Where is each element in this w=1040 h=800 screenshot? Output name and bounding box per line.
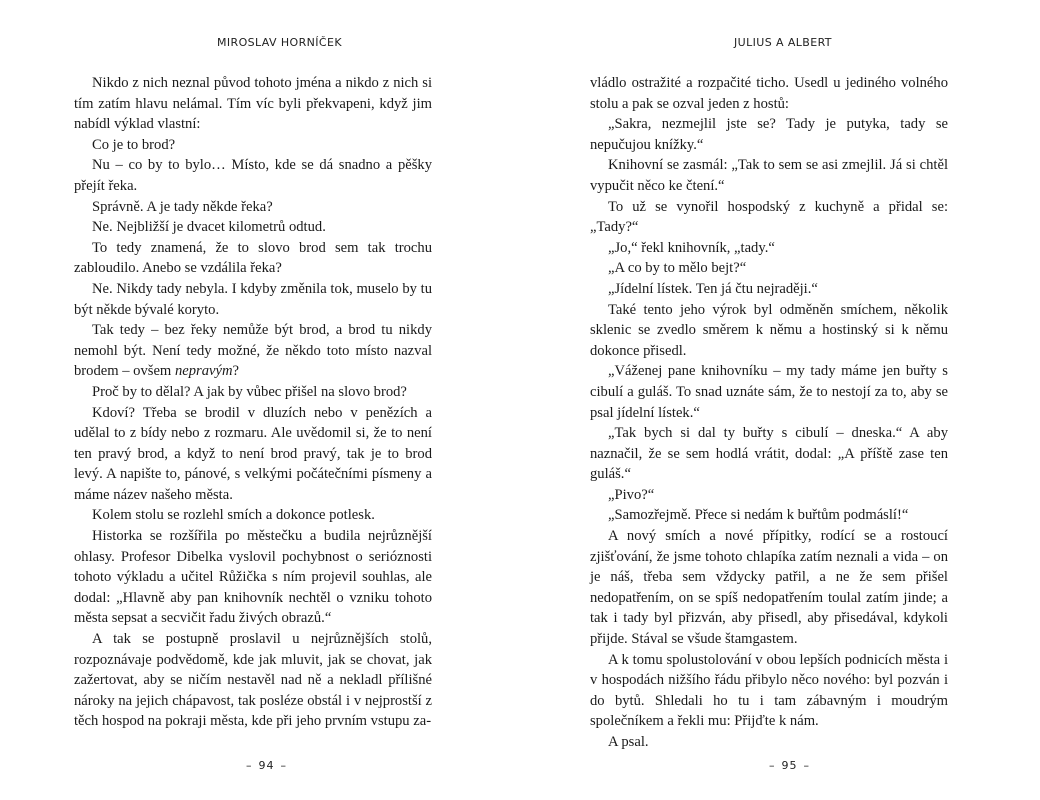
paragraph: To už se vynořil hospodský z kuchyně a přidal se: „Tady?“ (590, 198, 948, 236)
paragraph: Nu – co by to bylo… Místo, kde se dá snadno a pěšky přejít řeka. (74, 157, 432, 194)
paragraph: Historka se rozšířila po městečku a budila nejrůznější ohlasy. Profesor Dibelka vyslovil pochybnost o serióznosti tohoto výkladu a učitel Růžička s ním projevil souhlas, ale dodal: „Hlavně aby pan knihovník nechtěl o vzniku tohoto města sepsat a secvičit řadu živých obrazů.“ (74, 528, 432, 627)
paragraph: Knihovní se zasmál: „Tak to sem se asi zmejlil. Já si chtěl vypučit něco ke čtení.“ (590, 157, 948, 194)
page-number-left (240, 759, 293, 772)
running-head-title: JULIUS A ALBERT (734, 36, 832, 49)
paragraph: Kdoví? Třeba se brodil v dluzích nebo v penězích a udělal to z bídy nebo z rozmaru. Ale uvědomil si, že to není ten pravý brod, a když to není brod pravý, tak je to brod levý. A napište to, pánové, s velkými počátečními písmeny a máme název našeho města. (74, 404, 432, 503)
paragraph: „Samozřejmě. Přece si nedám k buřtům podmáslí!“ (608, 507, 909, 524)
paragraph: „Tak bych si dal ty buřty s cibulí – dneska.“ A aby naznačil, že se sem hodlá vrátit, dodal: „A příště zase ten guláš.“ (590, 425, 948, 483)
folio-dash: – (803, 759, 810, 772)
paragraph: „A co by to mělo bejt?“ (608, 260, 747, 277)
paragraph: Co je to brod? (92, 136, 176, 153)
paragraph: A psal. (608, 734, 649, 750)
paragraph: „Váženej pane knihovníku – my tady máme jen buřty s cibulí a guláš. To snad uznáte sám, že to nestojí za to, aby se psal jídelní lístek.“ (590, 363, 948, 421)
paragraph: A k tomu spolustolování v obou lepších podnicích města i v hospodách nižšího řádu přibylo něco nového: byl pozván i do bytů. Shledali ho tu i tam zábavným i moudrým společníkem a řekli mu: Přijďte k nám. (590, 651, 948, 730)
paragraph: A nový smích a nové přípitky, rodící se a rostoucí zjišťování, že jsme tohoto chlapíka zatím neznali a vida – on je náš, třeba sem vždycky patřil, a ne že sem přišel nedopatřením, on se spíš nedopatřením toulal zatím jinde; a tak i tady byl přizván, aby přisedl, aby přisedával, kdykoli přijde. Stával se všude štamgastem. (590, 528, 948, 648)
paragraph: Kolem stolu se rozlehl smích a dokonce potlesk. (92, 507, 375, 524)
paragraph: A tak se postupně proslavil u nejrůznějších stolů, rozpoznávaje podvědomě, kde jak mluvit, jak se chovat, jak zažertovat, aby se ničím nestavěl nad ně a nekladl přílišné nároky na jejich chápavost, tak posléze obstál i v nejprostší z těch hospod na pokraji města, kde při jeho prvním vstupu za- (74, 631, 432, 730)
paragraph: Ne. Nejbližší je dvacet kilometrů odtud. (92, 219, 326, 236)
paragraph: Ne. Nikdy tady nebyla. I kdyby změnila tok, muselo by tu být někde bývalé koryto. (74, 280, 432, 318)
paragraph (74, 320, 432, 382)
paragraph: „Jídelní lístek. Ten já čtu nejraději.“ (608, 280, 818, 297)
left-page-body (74, 73, 432, 732)
page-number-right (763, 759, 816, 772)
folio-dash: – (246, 759, 253, 772)
paragraph: Nikdo z nich neznal původ tohoto jména a nikdo z nich si tím zatím hlavu nelámal. Tím víc byli překvapeni, když jim nabídl výklad vlastní: (74, 75, 432, 133)
paragraph: Také tento jeho výrok byl odměněn smíchem, několik sklenic se zvedlo směrem k němu a hostinský si k němu dokonce přisedl. (590, 301, 948, 359)
paragraph: Správně. A je tady někde řeka? (92, 198, 273, 215)
folio-dash: – (769, 759, 776, 772)
paragraph: „Pivo?“ (608, 486, 655, 503)
right-page (520, 0, 1040, 800)
paragraph: „Sakra, nezmejlil jste se? Tady je putyka, tady se nepučujou knížky.“ (590, 116, 948, 153)
folio-number: 95 (781, 759, 798, 772)
emphasis-text: nepravým (174, 363, 233, 380)
paragraph-text: Tak tedy – bez řeky nemůže být brod, a brod tu nikdy nemohl být. Není tedy možné, že někdo toto místo nazval brodem – ovšem (74, 322, 432, 380)
right-page-body (590, 73, 948, 753)
paragraph: „Jo,“ řekl knihovník, „tady.“ (608, 239, 775, 256)
paragraph-text: ? (232, 363, 239, 380)
paragraph: Proč by to dělal? A jak by vůbec přišel na slovo brod? (92, 383, 407, 400)
paragraph: To tedy znamená, že to slovo brod sem tak trochu zabloudilo. Anebo se vzdálila řeka? (74, 239, 432, 277)
folio-dash: – (280, 759, 287, 772)
running-head-author: MIROSLAV HORNÍČEK (217, 36, 342, 49)
folio-number: 94 (258, 759, 275, 772)
paragraph-continued: vládlo ostražité a rozpačité ticho. Usedl u jediného volného stolu a pak se ozval jeden z hostů: (590, 75, 948, 112)
